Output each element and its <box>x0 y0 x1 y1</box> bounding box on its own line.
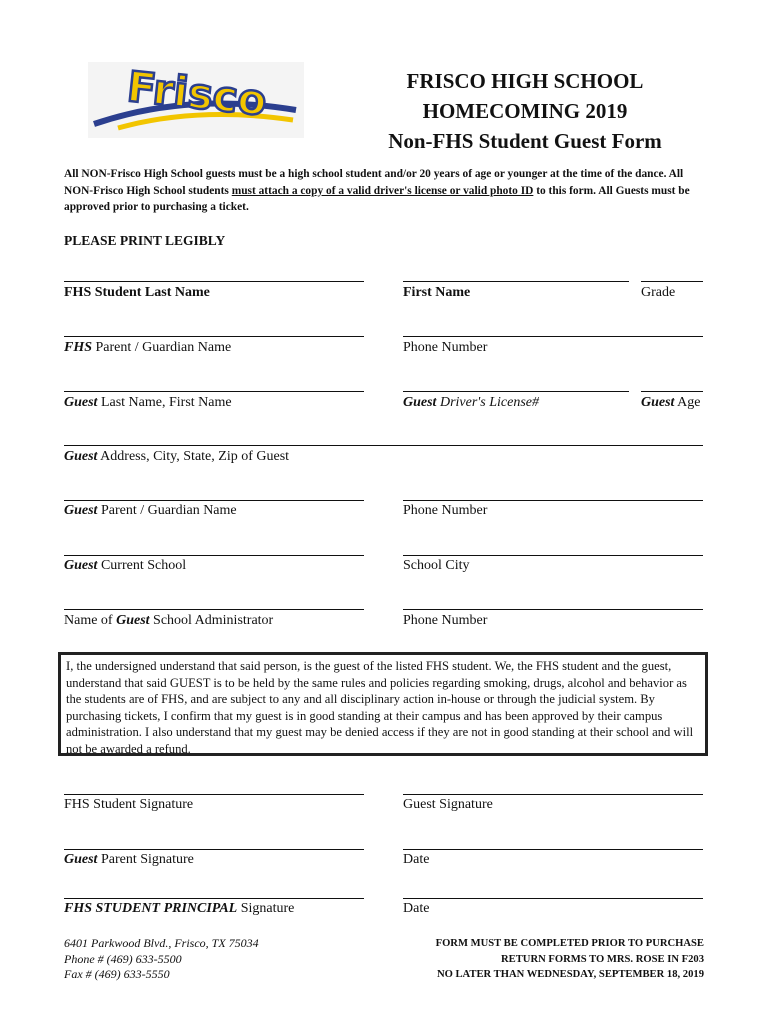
guest-parent-signature-label: Guest Parent Signature <box>64 852 194 867</box>
school-phone: Phone # (469) 633-5500 <box>64 951 182 966</box>
principal-date-label: Date <box>403 901 430 916</box>
intro-text-1: All NON-Frisco High School guests must be a high school student and/or 20 years of age or younger at the time of the dance. All NON-Frisco High School students <box>64 168 684 197</box>
first-name-label: First Name <box>403 285 471 300</box>
title-line-1: FRISCO HIGH SCHOOL <box>406 69 644 93</box>
guest-parent-label: Guest Parent / Guardian Name <box>64 503 237 518</box>
principal-signature-line[interactable] <box>64 898 364 899</box>
title-line-3: Non-FHS Student Guest Form <box>388 129 662 153</box>
guest-signature-line[interactable] <box>403 794 703 795</box>
principal-date-line[interactable] <box>403 898 703 899</box>
guest-parent-date-line[interactable] <box>403 849 703 850</box>
notice-line-1: FORM MUST BE COMPLETED PRIOR TO PURCHASE <box>435 938 704 949</box>
logo-text: Frisco <box>124 62 270 126</box>
school-address: 6401 Parkwood Blvd., Frisco, TX 75034 <box>64 936 259 950</box>
student-signature-label: FHS Student Signature <box>64 797 194 812</box>
title-line-2: HOMECOMING 2019 <box>422 99 628 123</box>
school-address-block <box>64 936 259 983</box>
parent-name-label: FHS Parent / Guardian Name <box>64 340 232 355</box>
first-name-line[interactable] <box>403 281 629 282</box>
guest-address-line[interactable] <box>64 445 703 446</box>
parent-phone-label: Phone Number <box>403 340 488 355</box>
guest-parent-phone-label: Phone Number <box>403 503 488 518</box>
guest-license-label: Guest Driver's License# <box>403 395 539 410</box>
agreement-text: I, the undersigned understand that said person, is the guest of the listed FHS student. We, the FHS student and the guest, understand that said GUEST is to be held by the same rules and policies regarding smoking, drugs, alcohol and behavior as the students are of FHS, and are subject to any and all disciplinary action in-house or through the judicial system. By purchasing tickets, I confirm that my guest is in good standing at their campus and has been approved by their campus administration. I also understand that my guest may be denied access if they are not in good standing at their school and will not be awarded a refund. <box>66 659 694 756</box>
parent-phone-line[interactable] <box>403 336 703 337</box>
guest-parent-signature-line[interactable] <box>64 849 364 850</box>
student-last-name-line[interactable] <box>64 281 364 282</box>
student-signature-line[interactable] <box>64 794 364 795</box>
frisco-logo-graphic <box>88 62 304 138</box>
guest-name-label: Guest Last Name, First Name <box>64 395 232 410</box>
agreement-box <box>58 652 708 756</box>
administrator-phone-line[interactable] <box>403 609 703 610</box>
parent-name-line[interactable] <box>64 336 364 337</box>
administrator-line[interactable] <box>64 609 364 610</box>
grade-label: Grade <box>641 285 676 300</box>
guest-signature-label: Guest Signature <box>403 797 493 812</box>
guest-address-label: Guest Address, City, State, Zip of Guest <box>64 449 290 464</box>
grade-line[interactable] <box>641 281 703 282</box>
guest-school-label: Guest Current School <box>64 558 187 573</box>
school-city-label: School City <box>403 558 470 573</box>
notice-line-2: RETURN FORMS TO MRS. ROSE IN F203 <box>501 953 704 965</box>
guest-parent-date-label: Date <box>403 852 430 867</box>
guest-name-line[interactable] <box>64 391 364 392</box>
student-last-name-label: FHS Student Last Name <box>64 285 210 300</box>
intro-underlined: must attach a copy of a valid driver's license or valid photo ID <box>231 184 534 197</box>
print-legibly-heading: PLEASE PRINT LEGIBLY <box>64 233 226 248</box>
administrator-phone-label: Phone Number <box>403 613 488 628</box>
principal-signature-label: FHS STUDENT PRINCIPAL Signature <box>64 901 295 916</box>
return-notice <box>400 936 704 983</box>
guest-age-line[interactable] <box>641 391 703 392</box>
guest-age-label: Guest Age <box>641 395 701 410</box>
guest-parent-phone-line[interactable] <box>403 500 703 501</box>
notice-line-3: NO LATER THAN WEDNESDAY, SEPTEMBER 18, 2019 <box>436 969 704 980</box>
administrator-label: Name of Guest School Administrator <box>64 613 274 628</box>
intro-text-2: to this form. All Guests must be approved prior to purchasing a ticket. <box>64 184 690 213</box>
school-city-line[interactable] <box>403 555 703 556</box>
intro-paragraph <box>64 166 714 216</box>
guest-school-line[interactable] <box>64 555 364 556</box>
guest-parent-line[interactable] <box>64 500 364 501</box>
guest-license-line[interactable] <box>403 391 629 392</box>
school-fax: Fax # (469) 633-5550 <box>64 967 170 981</box>
frisco-logo <box>88 62 304 138</box>
